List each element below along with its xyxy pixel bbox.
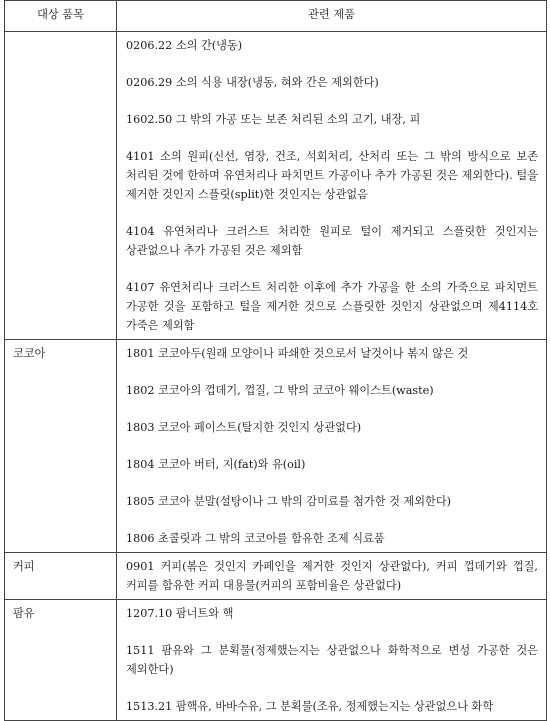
header-target-item: 대상 품목 [5, 1, 117, 32]
products-cell [117, 340, 547, 553]
product-item: 4104 유연처리나 크러스트 처리한 원피로 털이 제거되고 스플릿한 것인지는 상관없으나 추가 가공된 것은 제외함 [126, 225, 538, 257]
products-cell [117, 32, 547, 340]
product-item: 4107 유연처리나 크러스트 처리한 이후에 추가 가공을 한 소의 가죽으로 파치먼트 가공한 것을 포함하고 털을 제거한 것으로 스플릿한 것인지 상관없으며 제4114호 가죽은 제외함 [126, 281, 538, 332]
category-cell: 코코아 [5, 340, 117, 553]
product-item: 1803 코코아 페이스트(탈지한 것인지 상관없다) [126, 421, 362, 434]
products-cell [117, 600, 547, 721]
products-cell [117, 553, 547, 600]
product-item: 1805 코코아 분말(설탕이나 그 밖의 감미료를 첨가한 것 제외한다) [126, 495, 452, 508]
category-cell: 커피 [5, 553, 117, 600]
product-item: 1801 코코아두(원래 모양이나 파쇄한 것으로서 날것이나 볶지 않은 것 [126, 347, 469, 360]
product-item: 1602.50 그 밖의 가공 또는 보존 처리된 소의 고기, 내장, 피 [126, 113, 421, 126]
product-item: 0901 커피(볶은 것인지 카페인을 제거한 것인지 상관없다), 커피 껍데기와 껍질, 커피를 함유한 커피 대용물(커피의 포함비율은 상관없다) [126, 560, 538, 592]
table-row-beef [5, 32, 547, 340]
product-item: 0206.29 소의 식용 내장(냉동, 혀와 간은 제외한다) [126, 76, 379, 89]
product-table [4, 0, 547, 721]
product-item: 1207.10 팜너트와 핵 [126, 607, 234, 620]
product-item: 1511 팜유와 그 분획물(정제했는지는 상관없으나 화학적으로 변성 가공한 것은 제외한다) [126, 644, 538, 676]
table-header-row [5, 1, 547, 32]
product-item: 1804 코코아 버터, 지(fat)와 유(oil) [126, 458, 306, 471]
product-item: 1802 코코아의 껍데기, 껍질, 그 밖의 코코아 웨이스트(waste) [126, 384, 434, 397]
table-row-coffee [5, 553, 547, 600]
product-item: 1806 초콜릿과 그 밖의 코코아를 함유한 조제 식료품 [126, 532, 385, 545]
product-item: 0206.22 소의 간(냉동) [126, 39, 243, 52]
product-item: 1513.21 팜핵유, 바바수유, 그 분획물(조유, 정제했는지는 상관없으나 화학 [126, 700, 494, 713]
header-related-products: 관련 제품 [117, 1, 547, 32]
category-cell: 팜유 [5, 600, 117, 721]
table-row-cocoa [5, 340, 547, 553]
category-cell [5, 32, 117, 340]
product-item: 4101 소의 원피(신선, 염장, 건조, 석회처리, 산처리 또는 그 밖의 방식으로 보존 처리된 것에 한하며 유연처리나 파치먼트 가공이나 추가 가공된 것은 제외한다). 털을 제거한 것인지 스플릿(split)한 것인지는 상관없음 [126, 150, 538, 201]
table-row-palm-oil [5, 600, 547, 721]
